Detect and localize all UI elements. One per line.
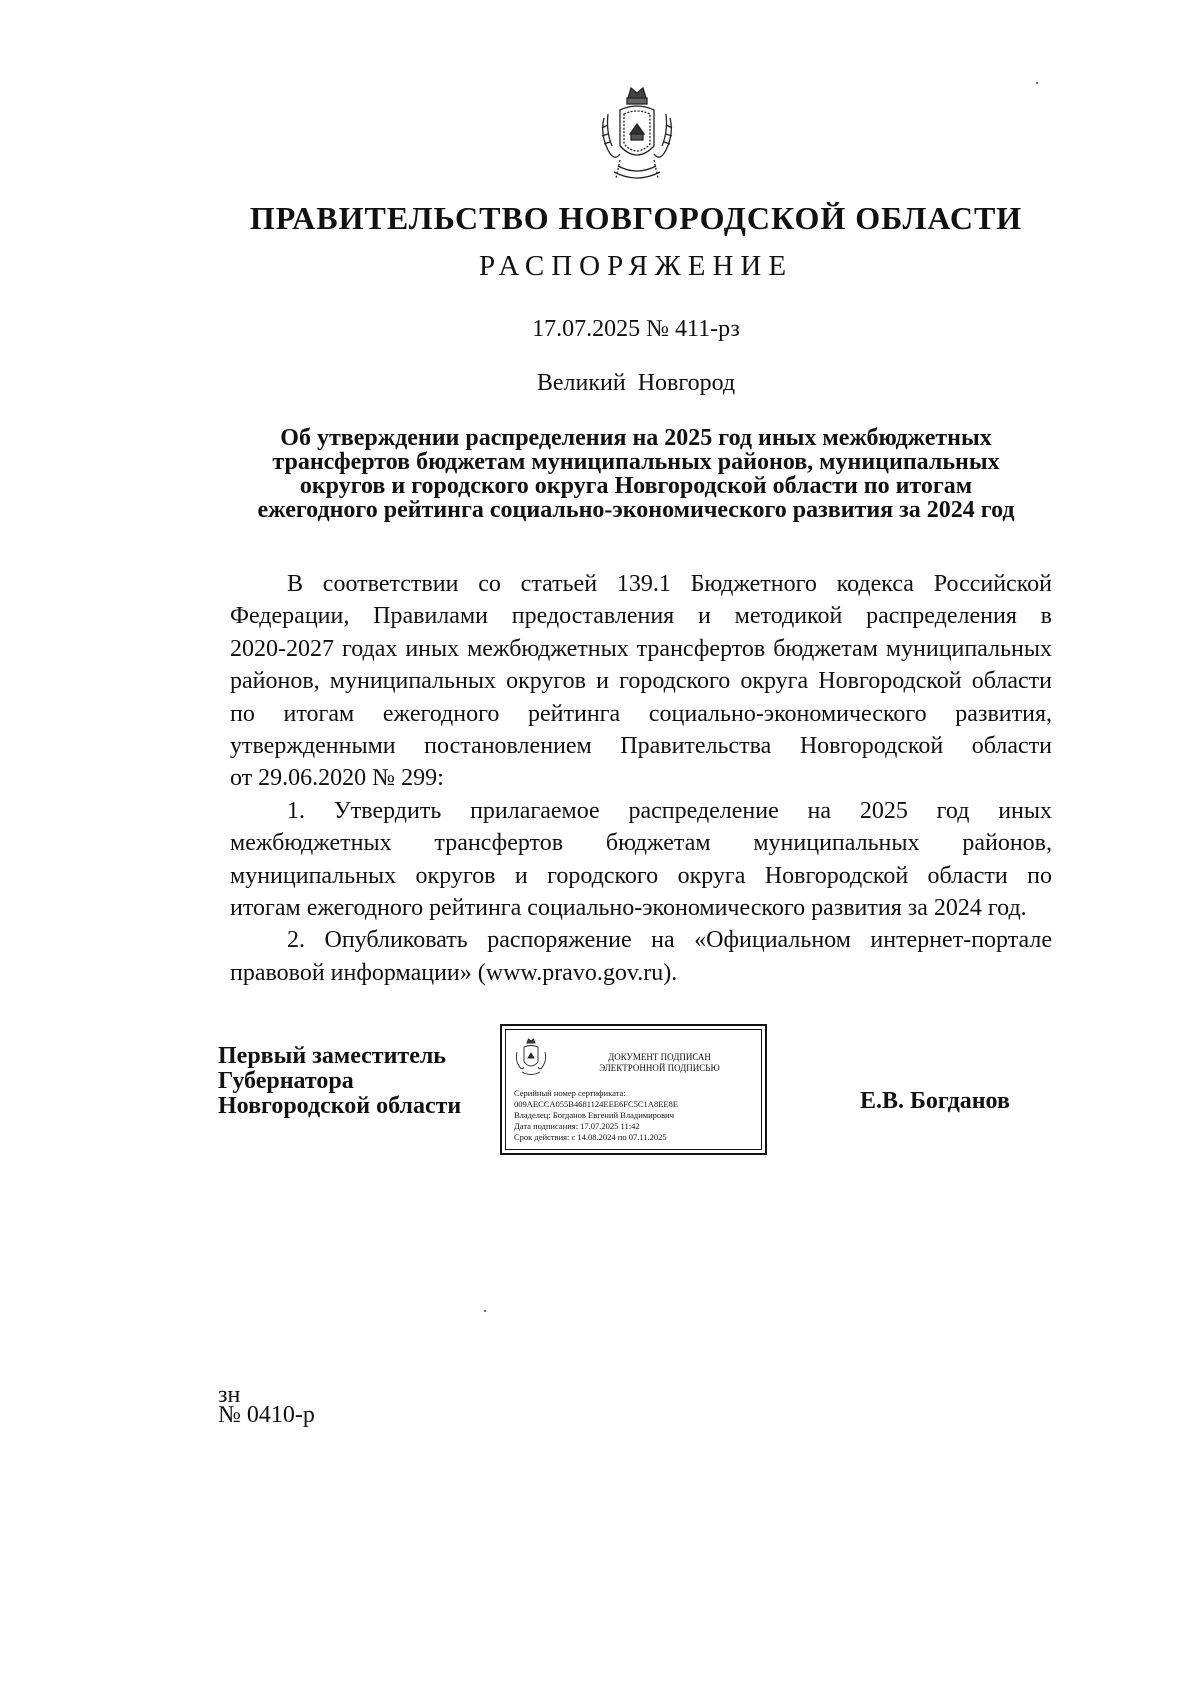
body-line: итогам ежегодного рейтинга социально-экономического развития за 2024 год. <box>230 895 1027 922</box>
body-line: правовой информации» (www.pravo.gov.ru). <box>230 959 678 986</box>
signer-position-line: Губернатора <box>218 1068 354 1094</box>
stamp-owner: Владелец: Богданов Евгений Владимирович <box>514 1110 675 1120</box>
stamp-inner-border <box>505 1029 762 1150</box>
subject-line: Об утверждении распределения на 2025 год иных межбюджетных <box>280 425 992 451</box>
body-line: межбюджетных трансфертов бюджетам муниципальных районов, <box>230 830 1052 857</box>
body-line: от 29.06.2020 № 299: <box>230 765 444 792</box>
signer-position <box>218 1044 461 1119</box>
body-line: по итогам ежегодного рейтинга социально-экономического развития, <box>230 700 1052 727</box>
body-line: 1. Утвердить прилагаемое распределение на 2025 год иных <box>287 797 1052 824</box>
stamp-details <box>514 1088 757 1143</box>
body-line: утвержденными постановлением Правительства Новгородской области <box>230 733 1052 760</box>
subject-line: округов и городского округа Новгородской области по итогам <box>299 473 973 499</box>
document-city: Великий Новгород <box>536 370 736 396</box>
stamp-title: ЭЛЕКТРОННОЙ ПОДПИСЬЮ <box>599 1063 720 1073</box>
stamp-header <box>566 1052 753 1074</box>
body-line: 2. Опубликовать распоряжение на «Официальном интернет-портале <box>287 927 1052 954</box>
registration-note <box>218 1382 315 1428</box>
executor-initials: зн <box>218 1382 241 1408</box>
stamp-signed-date: Дата подписания: 17.07.2025 11:42 <box>514 1121 640 1131</box>
signer-position-line: Новгородской области <box>218 1093 462 1119</box>
preamble-paragraph <box>230 568 1052 795</box>
stamp-title: ДОКУМЕНТ ПОДПИСАН <box>608 1052 711 1062</box>
stamp-serial-label: Серийный номер сертификата: <box>514 1088 626 1098</box>
body-line: Федерации, Правилами предоставления и методикой распределения в <box>230 603 1052 630</box>
stamp-crest-icon <box>514 1038 548 1082</box>
body-line: районов, муниципальных округов и городского округа Новгородской области <box>230 668 1052 695</box>
stamp-validity: Срок действия: с 14.08.2024 по 07.11.2025 <box>514 1132 667 1142</box>
subject-line: ежегодного рейтинга социально-экономического развития за 2024 год <box>257 497 1015 523</box>
document-type: РАСПОРЯЖЕНИЕ <box>478 250 794 282</box>
document-subject <box>230 426 1042 522</box>
coat-of-arms-emblem <box>596 84 678 194</box>
subject-line: трансфертов бюджетам муниципальных районов, муниципальных <box>272 449 1000 475</box>
electronic-signature-stamp <box>500 1024 767 1155</box>
registration-number: № 0410-р <box>218 1402 315 1428</box>
body-line: муниципальных округов и городского округа Новгородской области по <box>230 862 1052 889</box>
scan-speck <box>484 1310 486 1312</box>
scan-speck <box>1036 82 1038 84</box>
item-2-paragraph <box>230 924 1052 989</box>
document-body <box>230 568 1052 989</box>
body-line: В соответствии со статьей 139.1 Бюджетного кодекса Российской <box>287 571 1052 597</box>
signer-name: Е.В. Богданов <box>860 1088 1010 1114</box>
stamp-serial: 009AECCA055B4681124EEE6FC5C1A8EE8E <box>514 1099 679 1109</box>
item-1-paragraph <box>230 795 1052 925</box>
document-date-number: 17.07.2025 № 411-рз <box>532 316 740 342</box>
body-line: 2020-2027 годах иных межбюджетных трансфертов бюджетам муниципальных <box>230 635 1052 662</box>
signer-position-line: Первый заместитель <box>218 1043 446 1069</box>
government-title: ПРАВИТЕЛЬСТВО НОВГОРОДСКОЙ ОБЛАСТИ <box>249 200 1023 236</box>
